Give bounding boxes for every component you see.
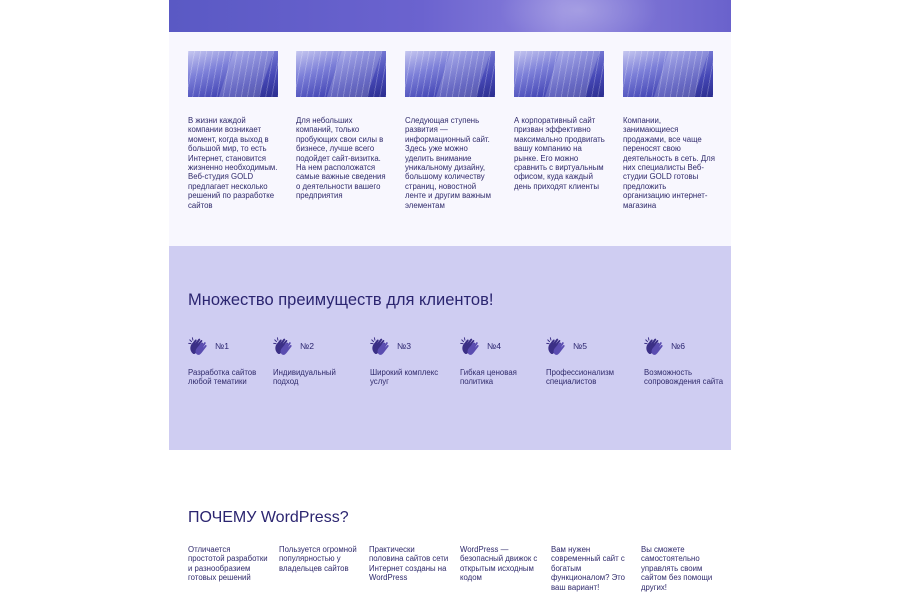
advantage-item (273, 335, 353, 387)
advantage-item (644, 335, 724, 387)
service-card (623, 51, 715, 210)
service-card-text: Для небольших компаний, только пробующих свои силы в бизнесе, лучше всего подойдет сайт-визитка. На нем расположатся самые важные сведения о деятельности вашего предприятия (296, 116, 386, 201)
applause-hands-icon (644, 336, 665, 356)
advantage-item (460, 335, 540, 387)
services-cards-section (169, 32, 731, 246)
why-item: Вы сможете самостоятельно управлять своим сайтом без помощи других! (641, 545, 713, 592)
advantage-number: №2 (300, 341, 314, 351)
advantages-title: Множество преимуществ для клиентов! (188, 291, 494, 309)
why-item: Практически половина сайтов сети Интернет созданы на WordPress (369, 545, 449, 583)
service-card (188, 51, 280, 210)
applause-hands-icon (188, 336, 209, 356)
advantage-number: №5 (573, 341, 587, 351)
applause-hands-icon (273, 336, 294, 356)
advantage-number: №6 (671, 341, 685, 351)
advantage-label: Разработка сайтов любой тематики (188, 368, 257, 387)
service-card (296, 51, 388, 201)
building-glass-image (514, 51, 604, 97)
service-card-text: Следующая ступень развития — информационный сайт. Здесь уже можно уделить внимание уникальному дизайну, большому количеству страниц, новостной ленте и другим важным элементам (405, 116, 491, 210)
advantages-section (169, 246, 731, 450)
why-wordpress-title: ПОЧЕМУ WordPress? (188, 509, 349, 526)
applause-hands-icon (546, 336, 567, 356)
advantage-label: Гибкая ценовая политика (460, 368, 517, 387)
applause-hands-icon (370, 336, 391, 356)
advantage-number: №1 (215, 341, 229, 351)
why-item: WordPress — безопасный движок с открытым исходным кодом (460, 545, 538, 583)
building-glass-image (623, 51, 713, 97)
advantage-label: Широкий комплекс услуг (370, 368, 439, 387)
advantage-label: Индивидуальный подход (273, 368, 336, 387)
advantage-label: Возможность сопровождения сайта (644, 368, 724, 387)
applause-hands-icon (460, 336, 481, 356)
service-card-text: А корпоративный сайт призван эффективно максимально продвигать вашу компанию на рынке. Его можно сравнить с виртуальным офисом, куда каждый день приходят клиенты (514, 116, 605, 191)
advantage-label: Профессионализм специалистов (546, 368, 614, 387)
why-item: Отличается простотой разработки и разнообразием готовых решений (188, 545, 268, 583)
advantage-item (546, 335, 626, 387)
why-item: Пользуется огромной популярностью у владельцев сайтов (279, 545, 357, 573)
advantage-number: №3 (397, 341, 411, 351)
advantage-item (370, 335, 450, 387)
hero-banner (169, 0, 731, 32)
why-wordpress-section (169, 450, 731, 600)
service-card-text: В жизни каждой компании возникает момент, когда выход в большой мир, то есть Интернет, становится жизненно необходимым. Веб-студия GOLD предлагает несколько решений по разработке сайтов (188, 116, 278, 210)
advantage-number: №4 (487, 341, 501, 351)
service-card (405, 51, 497, 210)
service-card (514, 51, 606, 191)
why-item: Вам нужен современный сайт с богатым функционалом? Это ваш вариант! (551, 545, 626, 592)
building-glass-image (296, 51, 386, 97)
building-glass-image (188, 51, 278, 97)
advantage-item (188, 335, 268, 387)
service-card-text: Компании, занимающиеся продажами, все чаще переносят свою деятельность в сеть. Для них специалисты Веб-студии GOLD готовы предложить организацию интернет-магазина (623, 116, 715, 210)
building-glass-image (405, 51, 495, 97)
